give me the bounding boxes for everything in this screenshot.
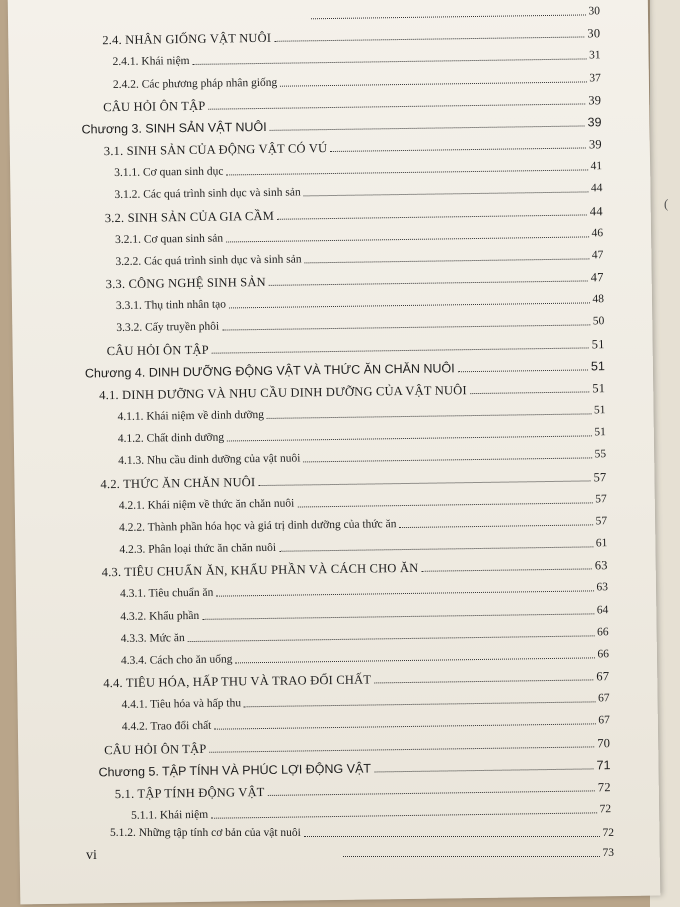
- toc-leader: [274, 37, 584, 42]
- toc-entry: [99, 381, 605, 402]
- toc-leader: [209, 746, 594, 752]
- toc-entry: [102, 558, 608, 579]
- toc-entry: [103, 93, 601, 114]
- toc-entry: [114, 159, 602, 180]
- toc-leader: [279, 546, 593, 551]
- toc-entry: [85, 359, 605, 380]
- toc-entry-page: 70: [597, 735, 611, 750]
- toc-entry-page: 39: [587, 115, 602, 130]
- toc-entry-page: 31: [588, 49, 601, 62]
- toc-entry: [115, 248, 603, 269]
- toc-leader: [208, 103, 585, 109]
- toc-entry-title: 4.2.1. Khái niệm về thức ăn chăn nuôi: [118, 497, 295, 512]
- toc-entry-title: CÂU HỎI ÔN TẬP: [103, 98, 206, 114]
- table-of-contents: [8, 0, 661, 904]
- toc-entry: [121, 625, 609, 646]
- toc-entry-title: 5.1.1. Khái niệm: [131, 808, 209, 822]
- toc-entry-page: 73: [602, 847, 614, 859]
- toc-leader: [226, 236, 588, 242]
- toc-leader: [235, 657, 594, 663]
- toc-entry-title: Chương 4. DINH DƯỠNG ĐỘNG VẬT VÀ THỨC ĂN CHĂN NUÔI: [84, 360, 455, 381]
- toc-leader: [244, 702, 595, 708]
- toc-leader: [267, 413, 591, 419]
- toc-leader: [211, 812, 596, 818]
- toc-entry: [308, 4, 600, 22]
- toc-leader: [269, 280, 588, 285]
- toc-entry-page: 64: [596, 603, 609, 616]
- toc-entry: [119, 514, 607, 535]
- toc-entry: [119, 492, 607, 513]
- toc-entry-title: 3.2.1. Cơ quan sinh sản: [115, 232, 224, 246]
- toc-entry-title: 4.4. TIÊU HÓA, HẤP THU VÀ TRAO ĐỔI CHẤT: [103, 672, 372, 691]
- toc-entry-title: 4.3.3. Mức ăn: [120, 631, 185, 645]
- toc-leader: [216, 591, 593, 597]
- toc-entry-page: 61: [595, 537, 608, 550]
- toc-entry-title: 4.2. THỨC ĂN CHĂN NUÔI: [100, 474, 256, 491]
- toc-entry-page: 39: [588, 92, 602, 108]
- toc-entry-page: 57: [595, 492, 607, 506]
- toc-entry: [116, 315, 604, 336]
- toc-leader: [268, 790, 595, 796]
- toc-leader: [305, 258, 589, 263]
- toc-leader: [222, 325, 590, 331]
- toc-entry-title: 4.4.2. Trao đổi chất: [121, 720, 212, 734]
- toc-entry-title: 4.1.3. Nhu cầu dinh dưỡng của vật nuôi: [118, 452, 301, 468]
- toc-entry-title: 4.3. TIÊU CHUẨN ĂN, KHẨU PHẦN VÀ CÁCH CHO ĂN: [101, 560, 419, 580]
- toc-leader: [188, 635, 594, 642]
- toc-entry-title: 3.2. SINH SẢN CỦA GIA CẦM: [104, 208, 275, 225]
- toc-entry-title: CÂU HỎI ÔN TẬP: [106, 342, 209, 358]
- toc-entry-page: 46: [591, 226, 604, 240]
- toc-entry: [117, 403, 605, 424]
- toc-entry-title: Chương 3. SINH SẢN VẬT NUÔI: [81, 119, 267, 137]
- toc-leader: [297, 502, 592, 507]
- toc-entry-title: 4.2.3. Phân loại thức ăn chăn nuôi: [119, 541, 277, 557]
- toc-entry: [118, 425, 606, 446]
- toc-entry: [118, 448, 606, 469]
- toc-entry-page: 41: [590, 160, 603, 173]
- toc-entry: [122, 714, 610, 735]
- toc-entry-title: 5.1.2. Những tập tính cơ bản của vật nuôi: [110, 827, 301, 839]
- toc-entry-page: 72: [597, 779, 611, 795]
- book-page: [8, 0, 661, 904]
- toc-entry-page: 57: [595, 515, 608, 528]
- toc-leader: [311, 14, 585, 19]
- toc-entry-title: 4.3.4. Cách cho ăn uống: [120, 653, 233, 667]
- toc-entry: [104, 736, 610, 757]
- toc-leader: [399, 524, 592, 528]
- toc-entry-page: 47: [590, 270, 604, 285]
- toc-entry-page: 67: [597, 692, 610, 705]
- toc-entry-page: 51: [593, 404, 606, 417]
- toc-leader: [374, 768, 594, 772]
- toc-entry-page: 39: [588, 137, 602, 152]
- toc-entry-page: 51: [594, 426, 606, 439]
- toc-entry-title: 2.4.1. Khái niệm: [112, 55, 190, 69]
- toc-entry-page: 72: [602, 827, 614, 839]
- toc-leader: [303, 458, 591, 463]
- toc-leader: [258, 480, 590, 486]
- toc-entry-page: 63: [594, 558, 608, 573]
- toc-entry-page: 55: [594, 448, 607, 461]
- toc-leader: [280, 81, 586, 86]
- toc-entry-title: 3.3.1. Thụ tinh nhân tạo: [115, 298, 227, 313]
- adjacent-page-mark: (: [664, 196, 669, 211]
- toc-leader: [226, 170, 587, 176]
- toc-leader: [470, 391, 590, 394]
- toc-entry: [121, 647, 609, 668]
- toc-leader: [202, 613, 594, 619]
- toc-entry-title: 3.3.2. Cấy truyền phôi: [116, 320, 220, 335]
- toc-entry-page: 51: [591, 336, 605, 351]
- toc-entry: [102, 26, 600, 47]
- toc-entry: [81, 115, 601, 136]
- toc-entry: [104, 137, 602, 158]
- toc-entry-title: Chương 5. TẬP TÍNH VÀ PHÚC LỢI ĐỘNG VẬT: [98, 761, 372, 779]
- toc-entry-title: 3.1. SINH SẢN CỦA ĐỘNG VẬT CÓ VÚ: [103, 141, 328, 159]
- toc-entry-title: 3.1.2. Các quá trình sinh dục và sinh sản: [114, 186, 301, 202]
- toc-entry-page: 51: [592, 381, 606, 396]
- toc-entry-title: 5.1. TẬP TÍNH ĐỘNG VẬT: [114, 784, 265, 801]
- toc-leader: [277, 214, 587, 219]
- toc-entry: [106, 270, 604, 291]
- toc-entry: [131, 802, 611, 823]
- toc-entry: [119, 536, 607, 557]
- toc-entry: [115, 226, 603, 247]
- toc-entry: [120, 603, 608, 624]
- toc-entry-title: CÂU HỎI ÔN TẬP: [104, 741, 207, 757]
- page-number-footer: vi: [86, 848, 97, 863]
- toc-entry-title: 3.1.1. Cơ quan sinh dục: [114, 165, 224, 180]
- toc-entry: [121, 691, 609, 712]
- toc-entry-page: 44: [589, 203, 603, 218]
- toc-leader: [421, 569, 591, 572]
- toc-entry-page: 51: [590, 358, 605, 374]
- toc-entry-page: 66: [597, 648, 610, 661]
- toc-entry-title: 3.2.2. Các quá trình sinh dục và sinh sản: [115, 253, 302, 268]
- toc-entry: [98, 758, 610, 779]
- toc-leader: [458, 369, 588, 372]
- toc-entry: [116, 292, 604, 313]
- toc-entry: [114, 182, 602, 203]
- toc-leader: [270, 125, 585, 130]
- toc-entry: [100, 470, 606, 491]
- toc-entry-title: 3.3. CÔNG NGHỆ SINH SẢN: [105, 274, 266, 292]
- toc-entry: [105, 204, 603, 225]
- toc-entry-page: 57: [593, 469, 607, 484]
- toc-entry-title: 4.4.1. Tiêu hóa và hấp thu: [121, 697, 242, 712]
- toc-entry-page: 72: [599, 803, 612, 816]
- toc-entry-page: 30: [588, 5, 601, 18]
- toc-entry-title: 4.1. DINH DƯỠNG VÀ NHU CẦU DINH DƯỠNG CỦA VẬT NUÔI: [99, 382, 467, 403]
- toc-leader: [214, 724, 595, 730]
- toc-leader: [374, 679, 593, 683]
- toc-leader: [212, 347, 589, 353]
- toc-entry-page: 63: [596, 581, 609, 594]
- toc-entry-title: 4.2.2. Thành phần hóa học và giá trị dinh dưỡng của thức ăn: [119, 517, 397, 534]
- toc-entry-title: 4.1.2. Chất dinh dưỡng: [117, 431, 225, 446]
- toc-entry-title: 2.4. NHÂN GIỐNG VẬT NUÔI: [102, 30, 272, 48]
- toc-entry-page: 30: [587, 26, 601, 41]
- toc-entry-page: 67: [596, 669, 610, 684]
- toc-entry-page: 47: [591, 249, 604, 262]
- toc-entry: [113, 71, 601, 92]
- toc-entry: [113, 49, 601, 70]
- toc-entry-page: 66: [597, 625, 609, 639]
- toc-entry-page: 67: [598, 714, 610, 727]
- toc-entry-page: 50: [592, 315, 605, 328]
- toc-entry: [115, 780, 611, 801]
- toc-entry-title: 4.3.2. Khẩu phần: [120, 609, 200, 623]
- toc-leader: [229, 303, 589, 309]
- toc-leader: [193, 59, 586, 65]
- toc-entry-page: 71: [596, 757, 611, 773]
- toc-entry: [103, 669, 609, 690]
- toc-entry-page: 48: [592, 293, 605, 306]
- toc-entry-title: 4.1.1. Khái niệm về dinh dưỡng: [117, 408, 265, 424]
- toc-entry: [107, 337, 605, 358]
- toc-entry-title: 2.4.2. Các phương pháp nhân giống: [112, 76, 278, 91]
- toc-leader: [304, 192, 588, 197]
- toc-entry-page: 44: [590, 182, 603, 195]
- toc-entry: [120, 581, 608, 602]
- toc-leader: [330, 147, 586, 152]
- toc-entry-page: 37: [589, 71, 601, 84]
- toc-entry-title: 4.3.1. Tiêu chuẩn ăn: [119, 587, 214, 601]
- toc-leader: [227, 436, 591, 442]
